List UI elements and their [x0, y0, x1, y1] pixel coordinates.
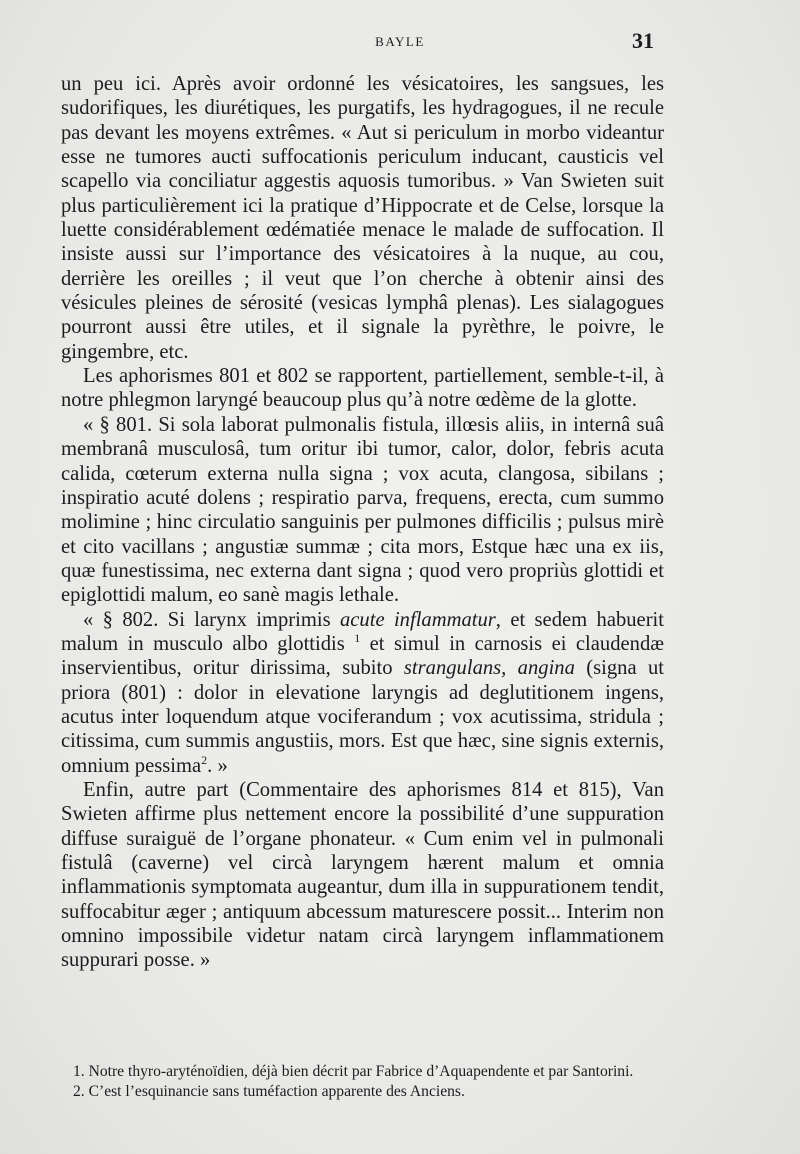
page-number: 31 [632, 28, 654, 53]
aphorism-802-text-g: . » [207, 754, 228, 777]
aphorism-802-italic-inflammatur: acute inflammatur [340, 608, 496, 631]
footnotes [61, 1062, 664, 1102]
paragraph-5: Enfin, autre part (Commentaire des aphorismes 814 et 815), Van Swieten affirme plus nettement encore la possibilité d’une suppuration diffuse suraiguë de l’organe phonateur. « Cum enim vel in pulmonali fistulâ (caverne) vel circà laryngem hærent malum et omnia inflammationis symptomata augeantur, dum illa in suppurationem tendit, suffocabitur æger ; antiquum abcessum maturescere possit... Interim non omnino impossibile videtur natam circà laryngem inflammationem suppurari posse. » [61, 778, 664, 972]
aphorism-802-text-a: « § 802. Si larynx imprimis [83, 608, 340, 631]
running-head: BAYLE [375, 34, 425, 49]
aphorism-802-text-c: , et sedem habuerit malum in musculo albo glottidis [61, 608, 664, 655]
footnote-ref-1: 1 [354, 631, 361, 646]
aphorism-802-text-f: (signa ut priora (801) : dolor in elevatione laryngis ad deglutitionem ingens, acutus inter loquendum atque vociferandum ; vox acutissima, stridula ; citissima, cum summis angustiis, mors. Est que hæc, sine signis externis, omnium pessima [61, 657, 664, 777]
footnote-2: 2. C’est l’esquinancie sans tuméfaction apparente des Anciens. [73, 1083, 465, 1100]
body-text [61, 72, 664, 973]
paragraph-2: Les aphorismes 801 et 802 se rapportent, partiellement, semble-t-il, à notre phlegmon laryngé beaucoup plus qu’à notre œdème de la glotte. [61, 365, 664, 412]
aphorism-801: « § 801. Si sola laborat pulmonalis fistula, illœsis aliis, in internâ suâ membranâ musculosâ, tum oritur ibi tumor, calor, dolor, febris acuta calida, cœterum externa nulla signa ; vox acuta, clangosa, sibilans ; inspiratio acuté dolens ; respiratio parva, frequens, erecta, cum summo molimine ; hinc circulatio sanguinis per pulmones difficilis ; pulsus mirè et cito vacillans ; angustiæ summæ ; cita mors, Estque hæc una ex iis, quæ funestissima, nec externa dant signa ; quod vero propriùs glottidi et epiglottidi malum, eo sanè magis lethale. [61, 413, 664, 607]
paragraph-1: un peu ici. Après avoir ordonné les vésicatoires, les sangsues, les sudorifiques, les diurétiques, les purgatifs, les hydragogues, il ne recule pas devant les moyens extrêmes. « Aut si periculum in morbo videantur esse ne tumores aucti suffocationis periculum inducant, causticis vel scapello via conciliatur aggestis aquosis tumoribus. » Van Swieten suit plus particulièrement ici la pratique d’Hippocrate et de Celse, lorsque la luette considérablement œdématiée menace le malade de suffocation. Il insiste aussi sur l’importance des vésicatoires à la nuque, au cou, derrière les oreilles ; il veut que l’on cherche à obtenir ainsi des vésicules pleines de sérosité (vesicas lymphâ plenas). Les sialagogues pourront aussi être utiles, et il signale la pyrèthre, le poivre, le gingembre, etc. [61, 73, 664, 363]
footnote-ref-2: 2 [201, 752, 208, 767]
aphorism-802-text-d: et simul in carnosis ei claudendæ inservientibus, oritur dirissima, subito [61, 632, 664, 680]
page-header [0, 28, 800, 56]
aphorism-802-italic-angina: strangulans, angina [403, 657, 575, 680]
aphorism-802 [61, 608, 664, 778]
footnote-1: 1. Notre thyro-aryténoïdien, déjà bien décrit par Fabrice d’Aquapendente et par Santorini. [73, 1063, 634, 1080]
